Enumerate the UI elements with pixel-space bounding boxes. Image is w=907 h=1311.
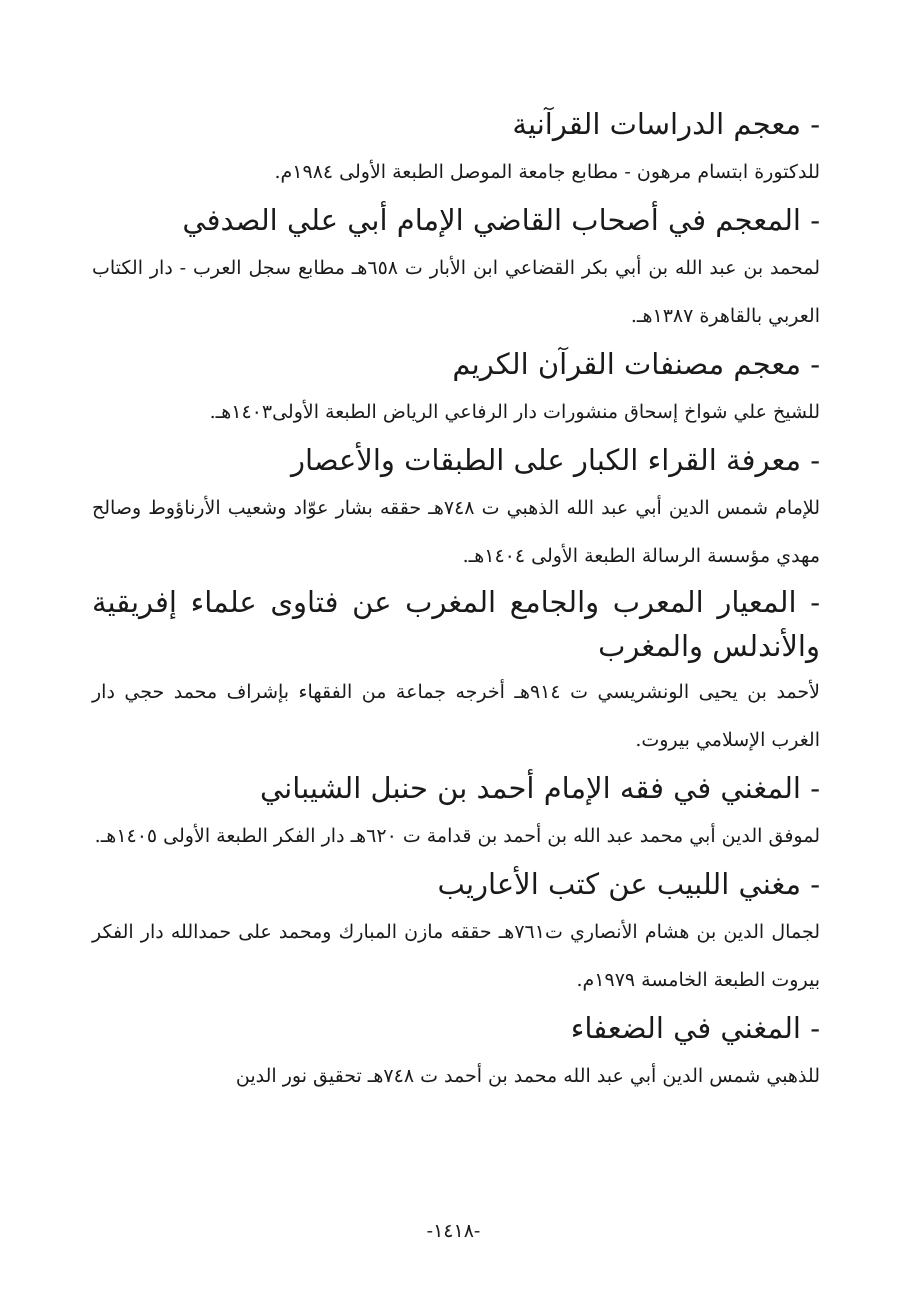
entry-description: لمحمد بن عبد الله بن أبي بكر القضاعي ابن الأبار ت ٦٥٨هـ مطابع سجل العرب - دار الكتاب العربي بالقاهرة ١٣٨٧هـ.: [92, 257, 820, 327]
entry-title: - المعيار المعرب والجامع المغرب عن فتاوى علماء إفريقية والأندلس والمغرب: [92, 585, 820, 663]
bibliography-entry: [92, 100, 820, 196]
entry-title: - المغني في فقه الإمام أحمد بن حنبل الشيباني: [259, 771, 820, 805]
entry-description: للشيخ علي شواخ إسحاق منشورات دار الرفاعي الرياض الطبعة الأولى١٤٠٣هـ.: [209, 401, 820, 423]
bibliography-entry: [92, 580, 820, 764]
entry-title: - معجم الدراسات القرآنية: [512, 107, 820, 141]
entry-title: - المعجم في أصحاب القاضي الإمام أبي علي الصدفي: [182, 203, 820, 237]
entry-description: لجمال الدين بن هشام الأنصاري ت٧٦١هـ حققه مازن المبارك ومحمد على حمدالله دار الفكر بيروت الطبعة الخامسة ١٩٧٩م.: [92, 921, 820, 991]
entry-title: - معجم مصنفات القرآن الكريم: [452, 347, 820, 381]
bibliography-entry: [92, 1004, 820, 1100]
bibliography-entry: [92, 340, 820, 436]
bibliography-entry: [92, 764, 820, 860]
entry-description: لأحمد بن يحيى الونشريسي ت ٩١٤هـ أخرجه جماعة من الفقهاء بإشراف محمد حجي دار الغرب الإسلامي بيروت.: [92, 681, 820, 751]
entry-description: للإمام شمس الدين أبي عبد الله الذهبي ت ٧٤٨هـ حققه بشار عوّاد وشعيب الأرناؤوط وصالح مهدي مؤسسة الرسالة الطبعة الأولى ١٤٠٤هـ.: [92, 497, 820, 567]
bibliography-page: [92, 100, 820, 1210]
bibliography-entry: [92, 196, 820, 340]
entry-title: - المغني في الضعفاء: [570, 1011, 820, 1045]
entry-description: للدكتورة ابتسام مرهون - مطابع جامعة الموصل الطبعة الأولى ١٩٨٤م.: [274, 161, 820, 183]
entry-title: - مغني اللبيب عن كتب الأعاريب: [437, 867, 820, 901]
bibliography-entry: [92, 860, 820, 1004]
bibliography-entry: [92, 436, 820, 580]
entry-description: للذهبي شمس الدين أبي عبد الله محمد بن أحمد ت ٧٤٨هـ تحقيق نور الدين: [235, 1065, 820, 1087]
entry-description: لموفق الدين أبي محمد عبد الله بن أحمد بن قدامة ت ٦٢٠هـ دار الفكر الطبعة الأولى ١٤٠٥هـ.: [94, 825, 820, 847]
page-number: -١٤١٨-: [426, 1220, 481, 1242]
entry-title: - معرفة القراء الكبار على الطبقات والأعصار: [290, 443, 820, 477]
